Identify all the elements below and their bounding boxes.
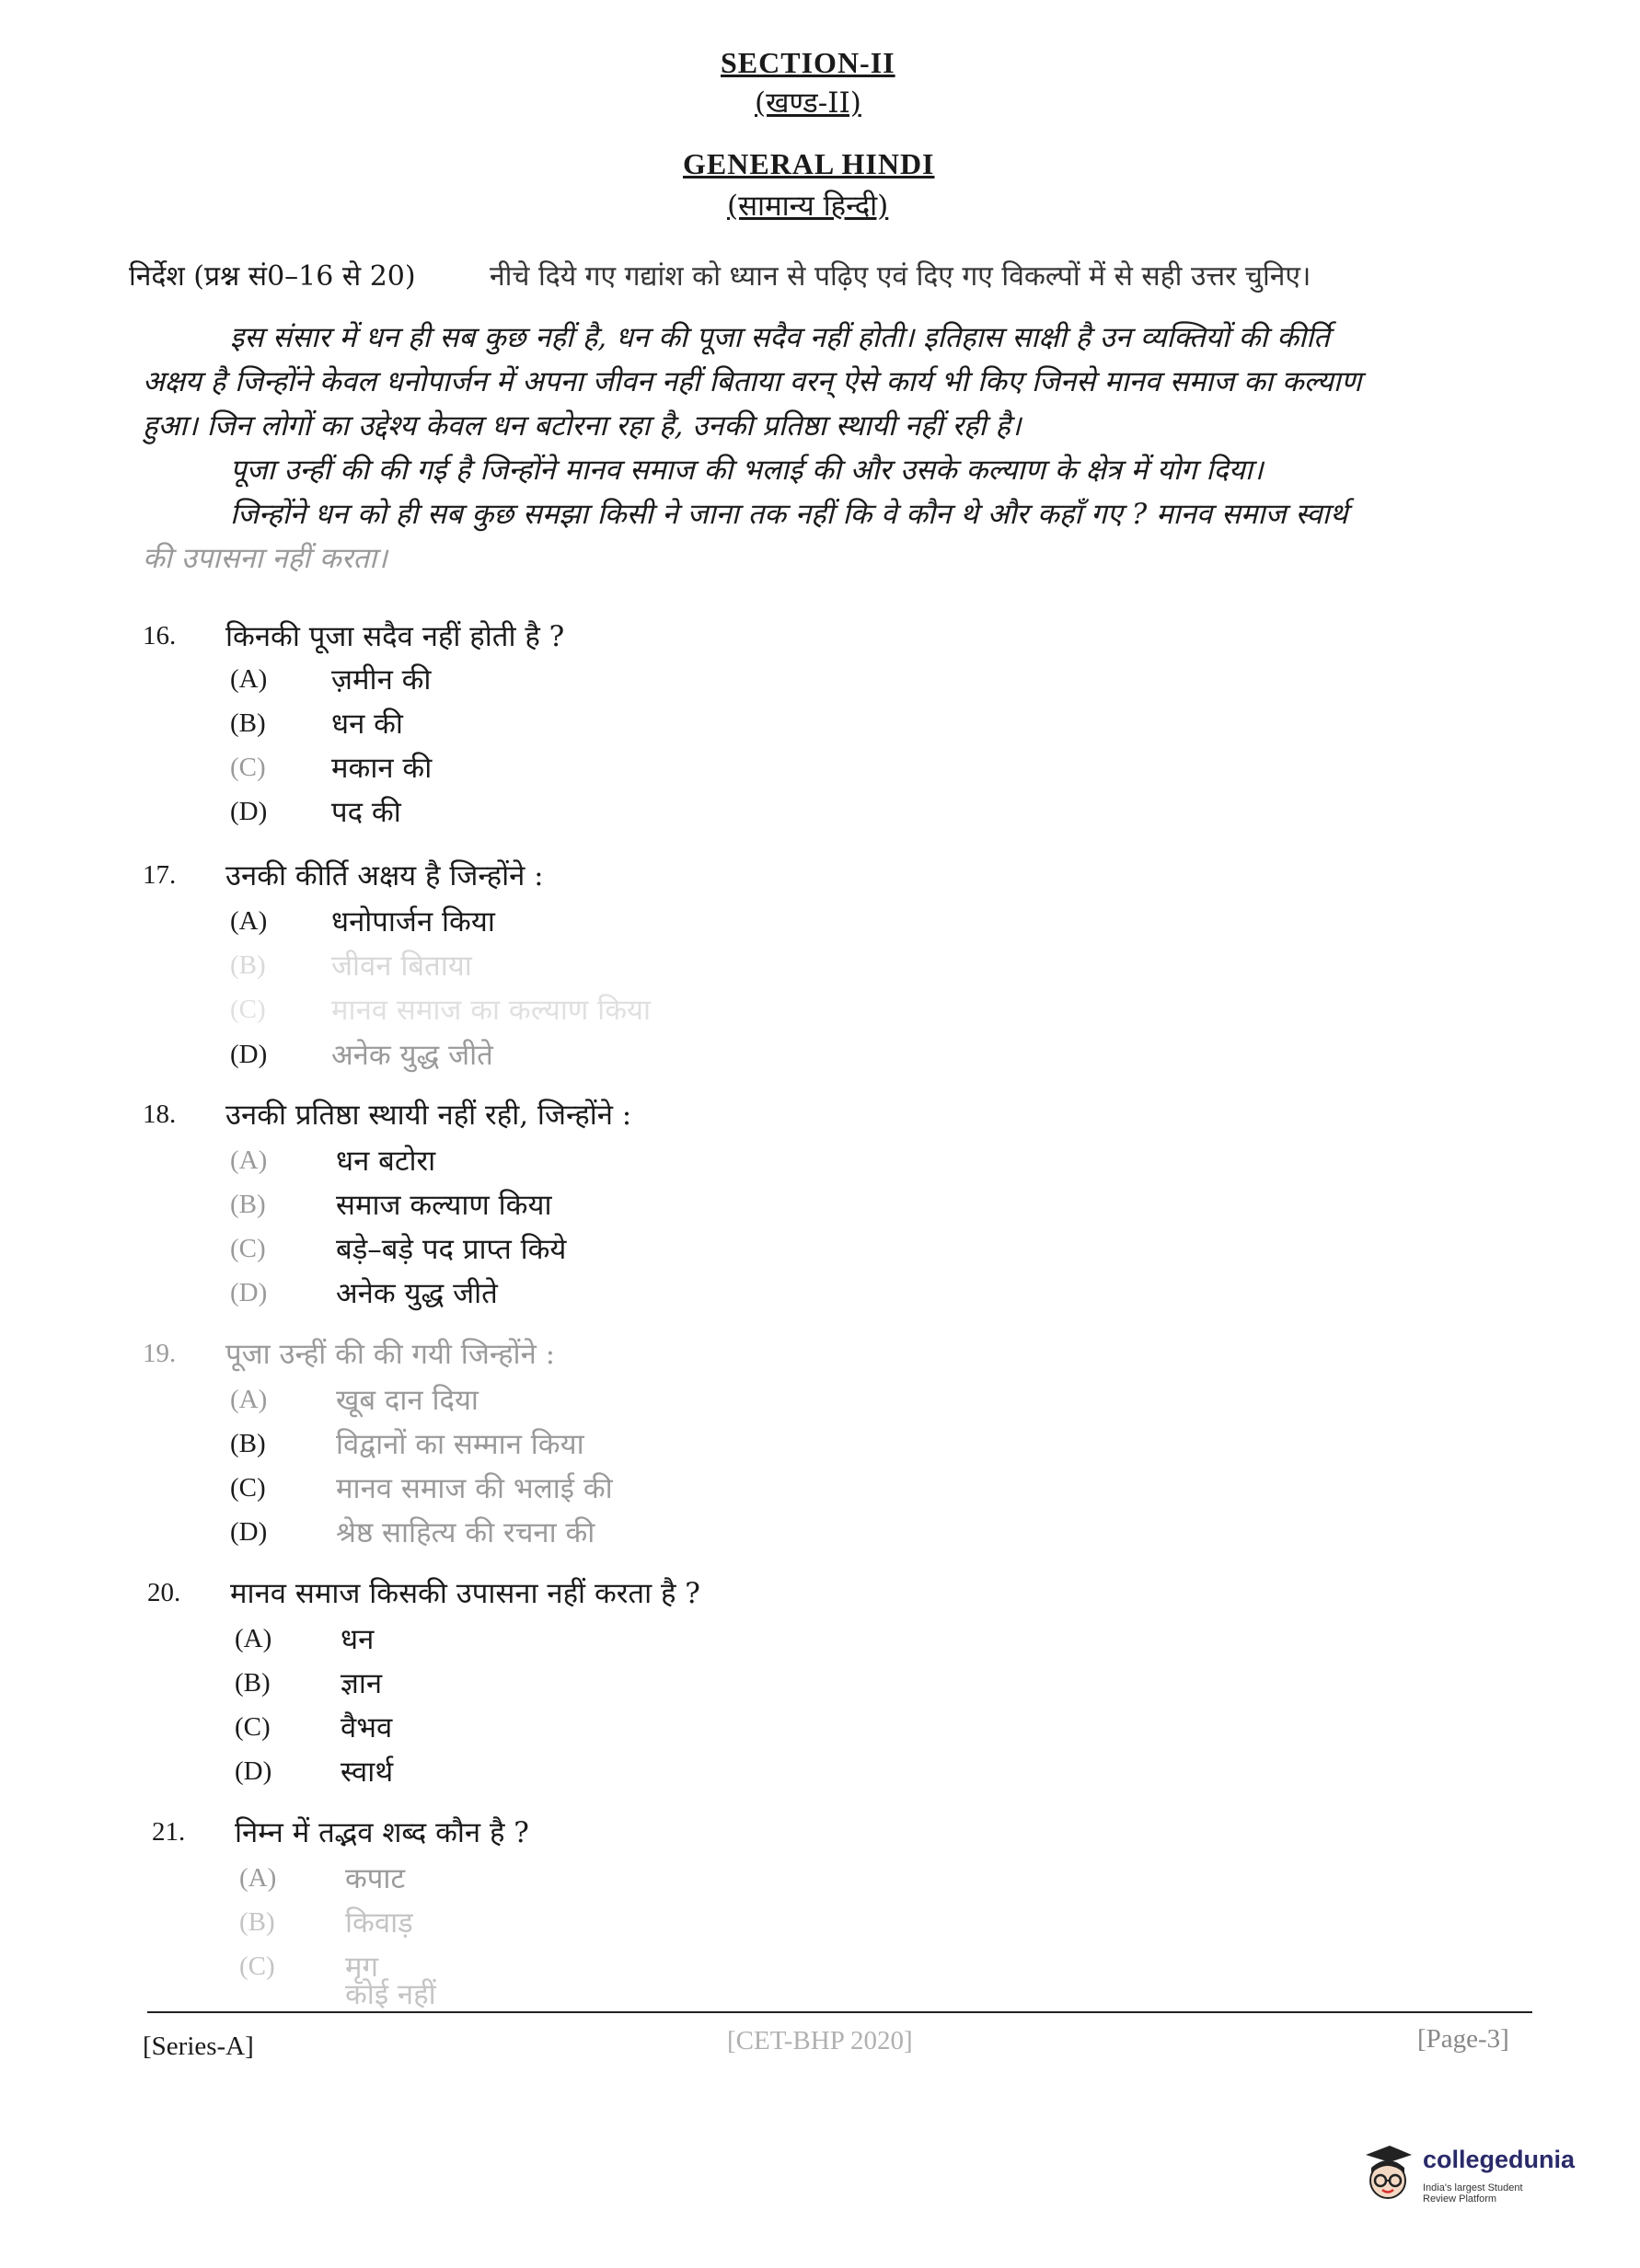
section-title: SECTION-II (721, 46, 895, 79)
option-text: धन (341, 1623, 375, 1656)
option-text: ज्ञान (341, 1667, 383, 1700)
brand-logo[interactable] (1360, 2142, 1576, 2212)
option-text: बड़े–बड़े पद प्राप्त किये (336, 1233, 567, 1266)
option-label: (D) (230, 797, 268, 826)
question-number: 20. (147, 1578, 181, 1607)
subject-title-hindi: (सामान्य हिन्दी) (727, 190, 889, 223)
footer-series: [Series-A] (143, 2032, 254, 2061)
option-label: (B) (235, 1668, 271, 1698)
option-text: समाज कल्याण किया (336, 1189, 552, 1222)
option-label: (C) (235, 1712, 271, 1742)
option-label: (A) (239, 1863, 277, 1893)
option-label: (A) (230, 1385, 268, 1414)
option-text: ज़मीन की (331, 663, 432, 697)
option-text: धनोपार्जन किया (331, 905, 495, 938)
option-label: (D) (235, 1756, 272, 1786)
instruction-text: नीचे दिये गए गद्यांश को ध्यान से पढ़िए एवं दिए गए विकल्पों में से सही उत्तर चुनिए। (490, 260, 1311, 293)
option-text: वैभव (341, 1711, 393, 1744)
option-label: (B) (230, 1190, 266, 1219)
option-text: कोई नहीं (345, 1978, 436, 2011)
footer-page: [Page-3] (1417, 2024, 1509, 2054)
option-label: (A) (230, 906, 268, 936)
option-text: जीवन बिताया (331, 950, 472, 983)
question-number: 18. (143, 1099, 177, 1129)
option-text: किवाड़ (345, 1906, 413, 1940)
option-text: श्रेष्ठ साहित्य की रचना की (336, 1516, 595, 1549)
option-label: (D) (230, 1278, 268, 1307)
passage-line: अक्षय है जिन्होंने केवल धनोपार्जन में अपना जीवन नहीं बिताया वरन् ऐसे कार्य भी किए जिनसे मानव समाज का कल्याण (143, 365, 1362, 398)
option-label: (A) (235, 1624, 272, 1653)
student-mascot-icon (1360, 2142, 1415, 2208)
option-text: मकान की (331, 752, 433, 785)
option-text: कपाट (345, 1862, 406, 1895)
option-text: खूब दान दिया (336, 1384, 479, 1417)
option-label: (C) (239, 1951, 275, 1981)
option-label: (C) (230, 1234, 266, 1263)
option-label: (C) (230, 753, 266, 782)
question-text: मानव समाज किसकी उपासना नहीं करता है ? (230, 1577, 700, 1610)
question-number: 19. (143, 1339, 177, 1368)
option-text: मानव समाज का कल्याण किया (331, 994, 652, 1027)
option-text: पद की (331, 796, 401, 829)
option-text: मानव समाज की भलाई की (336, 1472, 613, 1505)
option-text: अनेक युद्ध जीते (331, 1039, 493, 1072)
option-label: (D) (230, 1040, 268, 1069)
question-text: निम्न में तद्भव शब्द कौन है ? (235, 1816, 529, 1849)
option-text: धन बटोरा (336, 1145, 436, 1178)
question-text: उनकी कीर्ति अक्षय है जिन्होंने : (225, 859, 544, 892)
subject-title: GENERAL HINDI (683, 147, 935, 180)
passage-line: जिन्होंने धन को ही सब कुछ समझा किसी ने जाना तक नहीं कि वे कौन थे और कहाँ गए ? मानव समाज स्वार्थ (230, 498, 1348, 531)
brand-tagline: India's largest Student Review Platform (1423, 2182, 1523, 2205)
passage-line: पूजा उन्हीं की की गई है जिन्होंने मानव समाज की भलाई की और उसके कल्याण के क्षेत्र में योग दिया। (230, 454, 1264, 487)
option-label: (B) (230, 1429, 266, 1458)
question-text: पूजा उन्हीं की की गयी जिन्होंने : (225, 1338, 556, 1371)
question-number: 16. (143, 621, 177, 650)
option-text: विद्वानों का सम्मान किया (336, 1428, 584, 1461)
option-text: मृग (345, 1951, 378, 1984)
option-label: (B) (230, 950, 266, 980)
option-text: स्वार्थ (341, 1756, 394, 1789)
passage-line: की उपासना नहीं करता। (143, 542, 387, 575)
section-title-hindi: (खण्ड-II) (755, 86, 861, 120)
option-label: (C) (230, 1473, 266, 1502)
option-label: (B) (239, 1907, 275, 1937)
passage-line: इस संसार में धन ही सब कुछ नहीं है, धन की पूजा सदैव नहीं होती। इतिहास साक्षी है उन व्यक्तियों की कीर्ति (230, 321, 1330, 354)
footer-rule (147, 2011, 1532, 2013)
option-label: (A) (230, 1146, 268, 1175)
question-text: किनकी पूजा सदैव नहीं होती है ? (225, 620, 565, 653)
question-number: 21. (152, 1817, 186, 1847)
option-label: (D) (230, 1517, 268, 1547)
option-label: (C) (230, 995, 266, 1024)
option-text: धन की (331, 708, 403, 741)
question-number: 17. (143, 860, 177, 890)
option-text: अनेक युद्ध जीते (336, 1277, 498, 1310)
passage-line: हुआ। जिन लोगों का उद्देश्य केवल धन बटोरना रहा है, उनकी प्रतिष्ठा स्थायी नहीं रही है। (143, 409, 1022, 443)
instruction-label: निर्देश (प्रश्न सं0–16 से 20) (129, 260, 416, 293)
question-text: उनकी प्रतिष्ठा स्थायी नहीं रही, जिन्होंने : (225, 1099, 632, 1132)
option-label: (A) (230, 664, 268, 694)
footer-code: [CET-BHP 2020] (727, 2026, 913, 2055)
option-label: (B) (230, 708, 266, 738)
brand-name: collegedunia (1423, 2146, 1576, 2173)
